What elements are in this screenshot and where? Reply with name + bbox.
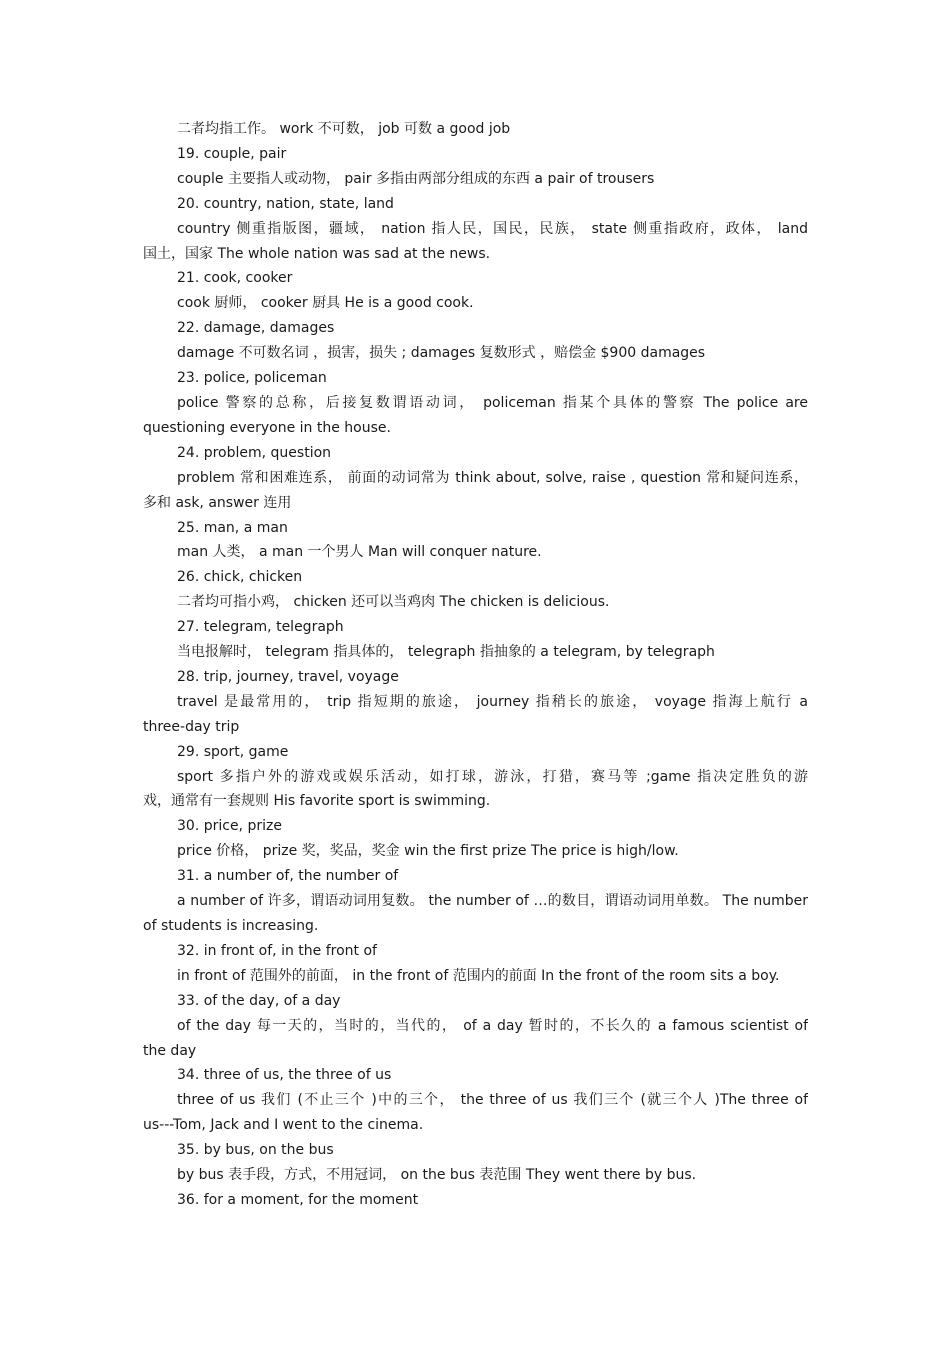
text-line: 二者均可指小鸡， chicken 还可以当鸡肉 The chicken is delicious. [177,594,610,611]
text-line: couple 主要指人或动物， pair 多指由两部分组成的东西 a pair of trousers [177,170,655,187]
text-line: man 人类， a man 一个男人 Man will conquer nature. [177,544,542,561]
text-line: sport 多指户外的游戏或娱乐活动，如打球，游泳，打猎，赛马等 ;game 指决定胜负的游 [177,768,808,785]
text-line: three-day trip [143,718,240,735]
text-line: 戏，通常有一套规则 His favorite sport is swimming. [143,793,491,810]
text-line: 24. problem, question [177,444,332,461]
text-line: by bus 表手段，方式，不用冠词， on the bus 表范围 They went there by bus. [177,1167,697,1184]
text-line: cook 厨师， cooker 厨具 He is a good cook. [177,295,474,312]
text-line: the day [143,1042,197,1059]
text-line: 35. by bus, on the bus [177,1142,334,1159]
text-line: 23. police, policeman [177,370,327,387]
text-line: questioning everyone in the house. [143,419,391,436]
text-line: 31. a number of, the number of [177,868,399,885]
text-line: 28. trip, journey, travel, voyage [177,668,399,685]
text-line: country 侧重指版图，疆域， nation 指人民，国民，民族， state 侧重指政府，政体， land [177,220,808,237]
text-line: 25. man, a man [177,519,288,536]
text-line: police 警察的总称，后接复数谓语动词， policeman 指某个具体的警察 The police are [177,394,808,411]
text-line: of students is increasing. [143,918,319,934]
text-line: 26. chick, chicken [177,569,303,586]
text-line: 多和 ask, answer 连用 [143,494,292,511]
text-line: 当电报解时， telegram 指具体的， telegraph 指抽象的 a telegram, by telegraph [177,644,715,661]
text-line: a number of 许多，谓语动词用复数。 the number of …的数目，谓语动词用单数。 The number [177,893,808,910]
text-line: 30. price, prize [177,818,282,835]
text-line: three of us 我们 (不止三个 )中的三个， the three of us 我们三个 (就三个人 )The three of [177,1092,808,1109]
text-line: 国土，国家 The whole nation was sad at the news. [143,245,491,262]
text-line: 32. in front of, in the front of [177,942,377,959]
text-line: us---Tom, Jack and I went to the cinema. [143,1117,424,1134]
text-line: problem 常和困难连系， 前面的动词常为 think about, solve, raise , question 常和疑问连系， [177,469,808,486]
text-line: 29. sport, game [177,743,289,760]
text-line: 二者均指工作。 work 不可数， job 可数 a good job [177,121,511,137]
text-line: damage 不可数名词 ，损害，损失 ; damages 复数形式 ，赔偿金 $900 damages [177,345,706,362]
text-line: travel 是最常用的， trip 指短期的旅途， journey 指稍长的旅途， voyage 指海上航行 a [177,693,808,710]
text-line: of the day 每一天的，当时的，当代的， of a day 暂时的，不长久的 a famous scientist of [177,1017,808,1034]
text-line: 19. couple, pair [177,145,287,162]
text-line: 36. for a moment, for the moment [177,1191,419,1208]
text-line: in front of 范围外的前面， in the front of 范围内的前面 In the front of the room sits a boy. [177,967,780,984]
text-line: 22. damage, damages [177,320,335,337]
text-line: 20. country, nation, state, land [177,195,394,212]
text-line: 34. three of us, the three of us [177,1067,392,1084]
text-line: 33. of the day, of a day [177,992,341,1009]
text-line: price 价格， prize 奖，奖品，奖金 win the first prize The price is high/low. [177,843,679,860]
document-page [143,117,808,1213]
text-line: 27. telegram, telegraph [177,619,344,636]
text-line: 21. cook, cooker [177,270,293,287]
